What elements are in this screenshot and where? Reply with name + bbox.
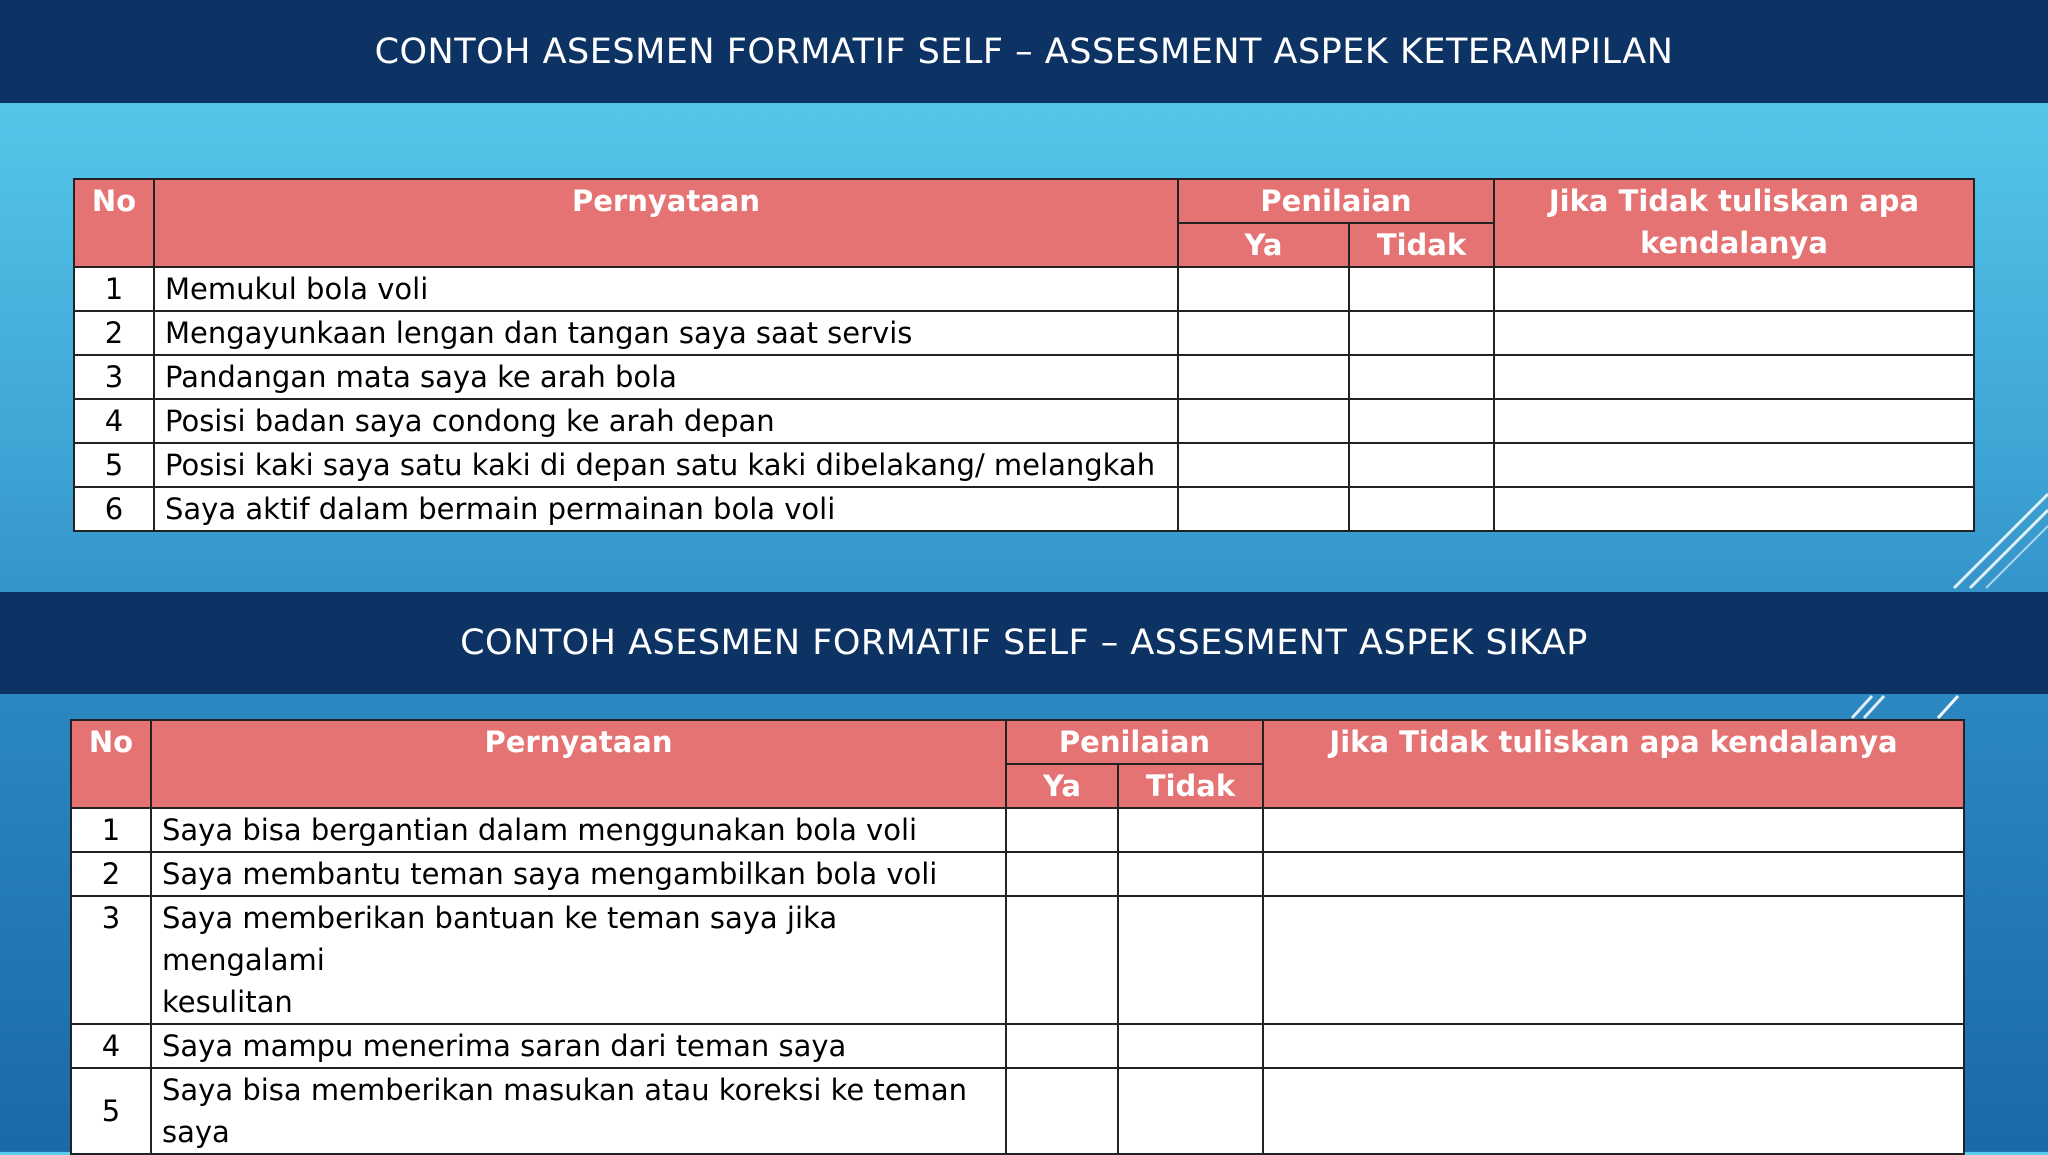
notes-cell[interactable] bbox=[1263, 896, 1964, 1024]
header-statement: Pernyataan bbox=[151, 720, 1006, 808]
row-number: 1 bbox=[74, 267, 154, 311]
row-statement: Saya membantu teman saya mengambilkan bola voli bbox=[151, 852, 1006, 896]
section2-title: CONTOH ASESMEN FORMATIF SELF – ASSESMENT ASPEK SIKAP bbox=[460, 623, 1588, 663]
table-row bbox=[71, 808, 1964, 852]
section1-title: CONTOH ASESMEN FORMATIF SELF – ASSESMENT ASPEK KETERAMPILAN bbox=[374, 31, 1674, 72]
table-row bbox=[71, 896, 1964, 1024]
row-statement: Saya bisa bergantian dalam menggunakan bola voli bbox=[151, 808, 1006, 852]
decorative-stripes-lower bbox=[1850, 694, 1960, 720]
table-row bbox=[71, 852, 1964, 896]
row-statement: Mengayunkaan lengan dan tangan saya saat servis bbox=[154, 311, 1178, 355]
row-number: 1 bbox=[71, 808, 151, 852]
row-number: 6 bbox=[74, 487, 154, 531]
yes-cell[interactable] bbox=[1006, 1068, 1118, 1154]
header-assessment: Penilaian bbox=[1178, 179, 1494, 223]
table-row bbox=[74, 487, 1974, 531]
yes-cell[interactable] bbox=[1178, 311, 1349, 355]
no-cell[interactable] bbox=[1118, 896, 1263, 1024]
notes-cell[interactable] bbox=[1494, 399, 1974, 443]
no-cell[interactable] bbox=[1118, 1024, 1263, 1068]
row-statement-line1: Saya memberikan bantuan ke teman saya jika mengalami bbox=[162, 901, 838, 977]
header-no-answer: Tidak bbox=[1118, 764, 1263, 808]
no-cell[interactable] bbox=[1118, 1068, 1263, 1154]
yes-cell[interactable] bbox=[1178, 443, 1349, 487]
header-yes: Ya bbox=[1178, 223, 1349, 267]
no-cell[interactable] bbox=[1349, 487, 1494, 531]
row-number: 2 bbox=[71, 852, 151, 896]
no-cell[interactable] bbox=[1349, 355, 1494, 399]
no-cell[interactable] bbox=[1118, 852, 1263, 896]
skills-assessment-table bbox=[73, 178, 1975, 532]
header-notes-line1: Jika Tidak tuliskan apa bbox=[1548, 184, 1920, 218]
row-statement: Posisi badan saya condong ke arah depan bbox=[154, 399, 1178, 443]
notes-cell[interactable] bbox=[1263, 808, 1964, 852]
no-cell[interactable] bbox=[1349, 267, 1494, 311]
notes-cell[interactable] bbox=[1494, 443, 1974, 487]
row-statement: Saya bisa memberikan masukan atau koreksi ke teman saya bbox=[151, 1068, 1006, 1154]
row-statement: Saya mampu menerima saran dari teman saya bbox=[151, 1024, 1006, 1068]
table-row bbox=[71, 1024, 1964, 1068]
notes-cell[interactable] bbox=[1494, 355, 1974, 399]
notes-cell[interactable] bbox=[1263, 852, 1964, 896]
notes-cell[interactable] bbox=[1494, 267, 1974, 311]
no-cell[interactable] bbox=[1349, 443, 1494, 487]
notes-cell[interactable] bbox=[1494, 311, 1974, 355]
header-no: No bbox=[74, 179, 154, 267]
table-row bbox=[74, 399, 1974, 443]
header-yes: Ya bbox=[1006, 764, 1118, 808]
table-row bbox=[74, 311, 1974, 355]
header-notes bbox=[1494, 179, 1974, 267]
table-row bbox=[71, 1068, 1964, 1154]
yes-cell[interactable] bbox=[1006, 1024, 1118, 1068]
row-statement: Posisi kaki saya satu kaki di depan satu kaki dibelakang/ melangkah bbox=[154, 443, 1178, 487]
notes-cell[interactable] bbox=[1494, 487, 1974, 531]
header-notes: Jika Tidak tuliskan apa kendalanya bbox=[1263, 720, 1964, 808]
row-number: 2 bbox=[74, 311, 154, 355]
table-row bbox=[74, 443, 1974, 487]
yes-cell[interactable] bbox=[1006, 808, 1118, 852]
row-number: 3 bbox=[71, 896, 151, 1024]
header-no: No bbox=[71, 720, 151, 808]
row-number: 4 bbox=[74, 399, 154, 443]
row-statement: Saya aktif dalam bermain permainan bola voli bbox=[154, 487, 1178, 531]
row-statement-line2: kesulitan bbox=[162, 985, 293, 1019]
header-no-answer: Tidak bbox=[1349, 223, 1494, 267]
section1-title-banner bbox=[0, 0, 2048, 103]
table-row bbox=[74, 267, 1974, 311]
row-number: 5 bbox=[74, 443, 154, 487]
no-cell[interactable] bbox=[1349, 399, 1494, 443]
row-statement bbox=[151, 896, 1006, 1024]
no-cell[interactable] bbox=[1118, 808, 1263, 852]
yes-cell[interactable] bbox=[1178, 487, 1349, 531]
notes-cell[interactable] bbox=[1263, 1068, 1964, 1154]
yes-cell[interactable] bbox=[1178, 399, 1349, 443]
no-cell[interactable] bbox=[1349, 311, 1494, 355]
yes-cell[interactable] bbox=[1178, 267, 1349, 311]
section2-title-banner bbox=[0, 592, 2048, 694]
table-row bbox=[74, 355, 1974, 399]
attitude-assessment-table bbox=[70, 719, 1965, 1155]
row-statement: Memukul bola voli bbox=[154, 267, 1178, 311]
header-assessment: Penilaian bbox=[1006, 720, 1263, 764]
row-number: 5 bbox=[71, 1068, 151, 1154]
yes-cell[interactable] bbox=[1006, 852, 1118, 896]
notes-cell[interactable] bbox=[1263, 1024, 1964, 1068]
yes-cell[interactable] bbox=[1178, 355, 1349, 399]
row-statement: Pandangan mata saya ke arah bola bbox=[154, 355, 1178, 399]
header-statement: Pernyataan bbox=[154, 179, 1178, 267]
row-number: 4 bbox=[71, 1024, 151, 1068]
row-number: 3 bbox=[74, 355, 154, 399]
header-notes-line2: kendalanya bbox=[1640, 226, 1828, 260]
yes-cell[interactable] bbox=[1006, 896, 1118, 1024]
